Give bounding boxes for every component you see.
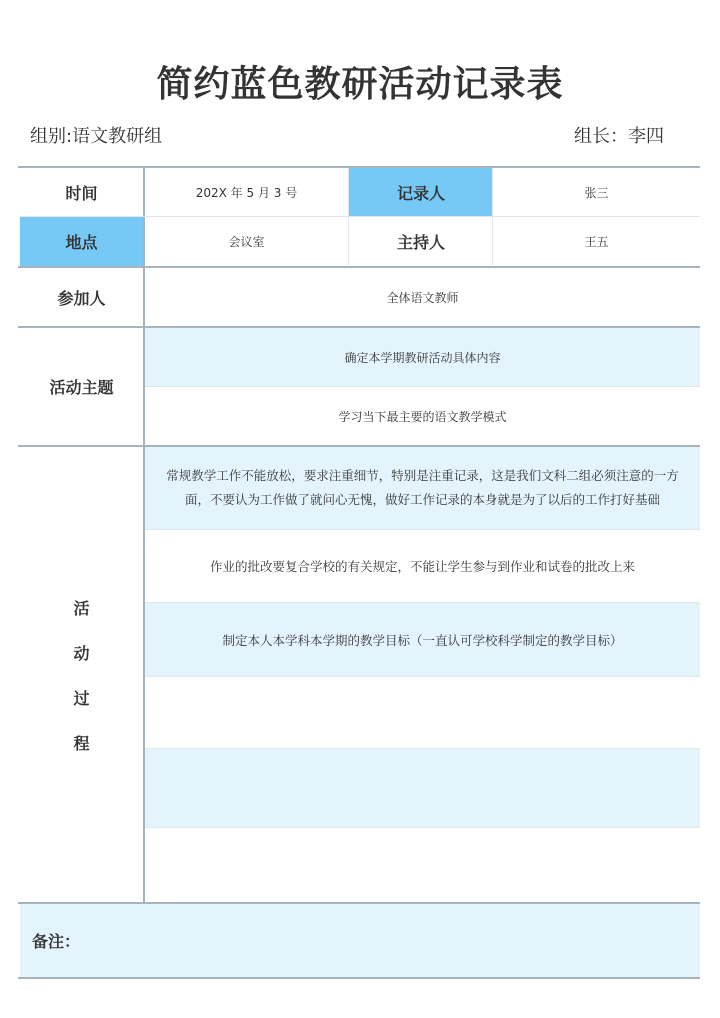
process-item: 作业的批改要复合学校的有关规定，不能让学生参与到作业和试卷的批改上来	[209, 559, 635, 574]
recorder-value: 张三	[584, 185, 609, 200]
host-label: 主持人	[396, 233, 445, 252]
table-border-bottom	[18, 977, 700, 979]
participants-label: 参加人	[57, 288, 106, 308]
location-value: 会议室	[228, 235, 265, 249]
time-label: 时间	[65, 183, 98, 203]
process-label-char: 程	[73, 733, 90, 753]
theme-label: 活动主题	[49, 378, 114, 397]
group-leader: 组长：李四	[574, 126, 664, 147]
process-label-char: 活	[73, 598, 90, 618]
process-item	[145, 828, 700, 902]
location-label: 地点	[65, 233, 98, 252]
process-item	[145, 677, 700, 748]
process-label	[20, 447, 143, 902]
theme-item: 学习当下最主要的语文教学模式	[338, 409, 507, 424]
notes-label: 备注：	[32, 932, 81, 951]
host-value: 王五	[584, 235, 609, 249]
group-name: 组别:语文教研组	[30, 126, 163, 147]
process-label-char: 动	[73, 643, 90, 663]
process-label-char: 过	[73, 688, 90, 708]
process-item	[145, 749, 700, 827]
participants-value: 全体语文教师	[386, 290, 459, 305]
process-item: 常规教学工作不能放松，要求注重细节，特别是注重记录，这是我们文科二组必须注意的一方面，不要认为工作做了就问心无愧，做好工作记录的本身就是为了以后的工作打好基础	[166, 468, 679, 507]
theme-item: 确定本学期教研活动具体内容	[344, 350, 501, 365]
process-item: 制定本人本学科本学期的教学目标（一直认可学校科学制定的教学目标）	[222, 632, 623, 648]
time-value: 202X 年 5 月 3 号	[195, 185, 298, 200]
recorder-label: 记录人	[396, 183, 445, 203]
page-title: 简约蓝色教研活动记录表	[156, 64, 564, 105]
